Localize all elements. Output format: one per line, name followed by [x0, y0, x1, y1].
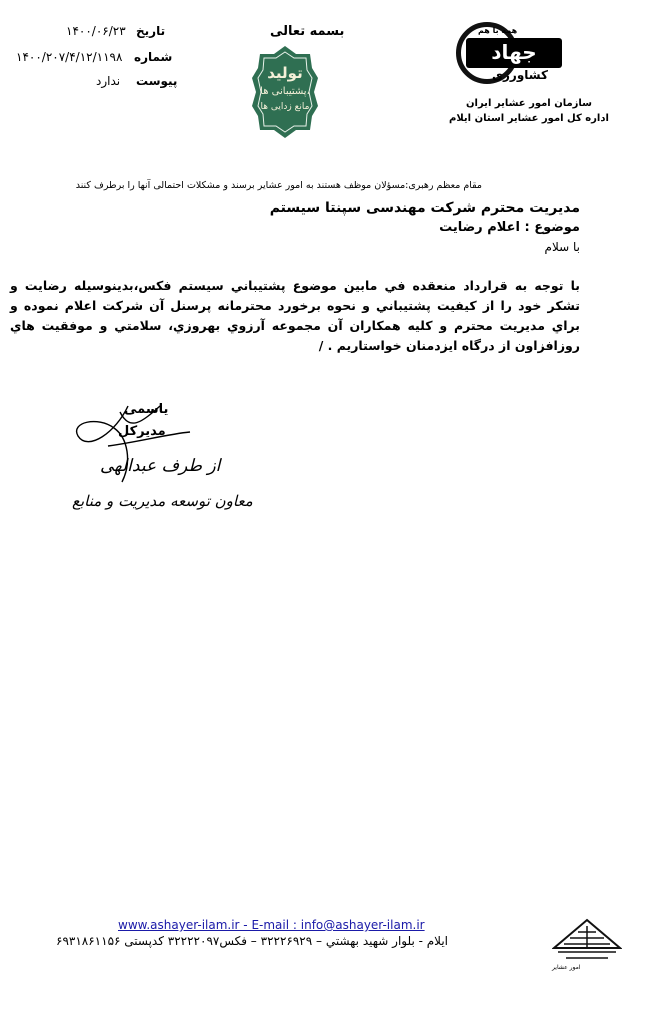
logo-top-text: همه با هم: [478, 26, 518, 35]
handwritten-behalf: از طرف عبدالهی: [100, 456, 221, 476]
signer-title: مدیرکل: [118, 424, 166, 439]
logo-main-text: جهاد: [491, 40, 537, 64]
logo-sub-text: کشاورزی: [492, 68, 548, 82]
org-line-2: اداره کل امور عشایر استان ایلام: [449, 113, 609, 124]
attachment-value: ندارد: [96, 74, 121, 88]
attachment-label: پیوست: [136, 74, 178, 88]
seal-line-1: تولید: [267, 64, 303, 82]
letter-body: با توجه به قرارداد منعقده في مابين موضوع پشتيباني سيستم فكس،بدينوسيله رضايت و تشكر خود را از كيفيت پشتيباني و نحوه برخورد محترمانه پرسنل آن شركت اعلام نموده و براي مديريت محترم و كليه همكاران آن مجموعه آرزوي بهروزي، سلامتي و موفقيت هاي روزافزاون از درگاه ايزدمنان خواستاريم . /: [10, 278, 580, 353]
signer-name: یاسمی: [124, 402, 169, 417]
footer-logo: [552, 918, 622, 978]
footer-web-email[interactable]: www.ashayer-ilam.ir - E-mail : info@ashayer-ilam.ir: [118, 918, 425, 932]
footer-address: ایلام - بلوار شهید بهشتي – ۳۲۲۲۶۹۲۹ – فكس۳۲۲۲۲۰۹۷ كدپستی ۶۹۳۱۸۶۱۱۵۶: [56, 934, 449, 948]
seal-line-3: مانع زدایی ها: [260, 102, 310, 112]
seal-line-2: پشتیبانی ها،: [260, 86, 310, 97]
greeting: با سلام: [544, 240, 580, 254]
number-label: شماره: [134, 50, 173, 64]
subject-line: [439, 220, 580, 235]
leader-quote: مقام معظم رهبری:مسؤلان موظف هستند به امور عشایر برسند و مشکلات احتمالی آنها را برطرف کنند: [75, 180, 482, 191]
production-seal: [252, 44, 318, 140]
org-line-1: سازمان امور عشایر ایران: [466, 98, 593, 109]
basmala: بسمه تعالی: [270, 24, 345, 39]
footer-logo-text: امور عشایر: [552, 964, 581, 971]
date-value: ۱۴۰۰/۰۶/۲۳: [66, 24, 126, 38]
recipient: مدیریت محترم شرکت مهندسی سپنتا سیستم: [269, 200, 580, 216]
nomad-tent-icon: [552, 918, 622, 968]
number-value: ۱۴۰۰/۲۰۷/۴/۱۲/۱۱۹۸: [16, 50, 123, 64]
subject-value: اعلام رضایت: [439, 220, 520, 235]
date-label: تاریخ: [136, 24, 166, 38]
handwritten-deputy: معاون توسعه مدیریت و منابع: [72, 492, 253, 510]
subject-label: موضوع :: [524, 220, 580, 235]
logo-banner: [466, 38, 562, 68]
